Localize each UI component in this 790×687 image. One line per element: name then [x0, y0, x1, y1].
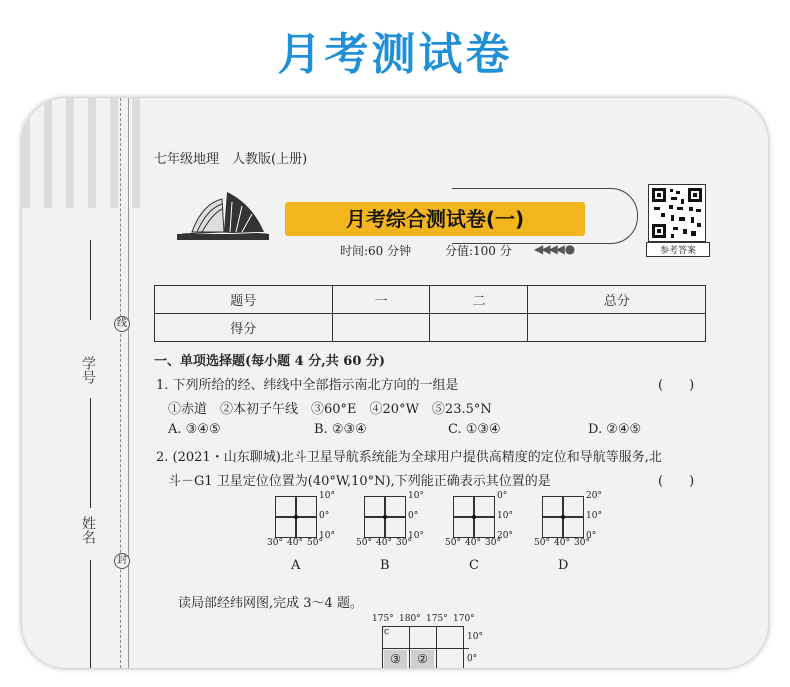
- latitude-tick: 10°: [319, 491, 335, 501]
- grid-letter[interactable]: B: [380, 558, 390, 573]
- latitude-tick: 20°: [586, 491, 602, 501]
- student-id-label: 学号: [80, 356, 96, 384]
- map-longitude-tick: 175°: [426, 614, 448, 624]
- latitude-tick: 10°: [408, 531, 424, 541]
- grid-letter[interactable]: C: [469, 558, 479, 573]
- map-corner-label: c: [384, 627, 390, 637]
- map-latitude-tick: 10°: [467, 632, 483, 642]
- seal-circle: 封: [114, 553, 130, 569]
- banner-title: 月考测试卷: [277, 29, 513, 80]
- longitude-tick: 30°: [485, 538, 501, 548]
- longitude-tick: 40°: [554, 538, 570, 548]
- grid-letter[interactable]: D: [558, 558, 569, 573]
- question-1-items: ①赤道 ②本初子午线 ③60°E ④20°W ⑤23.5°N: [168, 402, 492, 417]
- grid-cell: [275, 516, 297, 538]
- coordinate-grid: [356, 491, 444, 616]
- grid-cell: [295, 496, 317, 518]
- exam-time: 时间:60 分钟: [340, 244, 412, 258]
- longitude-tick: 50°: [356, 538, 372, 548]
- latitude-tick: 10°: [408, 491, 424, 501]
- latitude-tick: 20°: [497, 531, 513, 541]
- question-1-stem: 1. 下列所给的经、纬线中全部指示南北方向的一组是: [156, 378, 459, 393]
- table-row: [155, 314, 706, 342]
- question-2-line1: 2. (2021・山东聊城)北斗卫星导航系统能为全球用户提供高精度的定位和导航等服务,北: [156, 450, 662, 465]
- map-region-label: ②: [411, 650, 434, 668]
- location-dot: [294, 515, 298, 519]
- map-meridian: [436, 626, 437, 668]
- coordinate-grid: [445, 491, 533, 616]
- option-d[interactable]: D. ②④⑤: [588, 422, 642, 437]
- table-cell: 总分: [528, 286, 706, 314]
- map-meridian: [463, 626, 464, 668]
- latitude-tick: 0°: [408, 511, 419, 521]
- answer-bracket[interactable]: ( ): [658, 474, 695, 489]
- exam-title: 月考综合测试卷(一): [345, 207, 525, 231]
- open-book-icon: [172, 184, 272, 242]
- grid-cell: [384, 496, 406, 518]
- option-b[interactable]: B. ②③④: [314, 422, 367, 437]
- binding-line: [120, 98, 121, 668]
- score-input-cell[interactable]: [430, 314, 528, 342]
- edition-label: 七年级地理 人教版(上册): [154, 152, 308, 167]
- grid-cell: [562, 516, 584, 538]
- latitude-tick: 10°: [586, 511, 602, 521]
- table-cell: 一: [332, 286, 430, 314]
- grid-cell: [542, 516, 564, 538]
- table-cell: 得分: [155, 314, 333, 342]
- latitude-tick: 10°: [319, 531, 335, 541]
- grid-cell: [473, 516, 495, 538]
- banner: [0, 0, 790, 96]
- seal-circle: 线: [114, 316, 130, 332]
- map-meridian: [409, 626, 410, 668]
- binding-line-solid: [128, 98, 129, 668]
- section-heading: 一、单项选择题(每小题 4 分,共 60 分): [154, 354, 386, 369]
- answer-bracket[interactable]: ( ): [658, 378, 695, 393]
- grid-cell: [364, 516, 386, 538]
- map-region-label: ③: [384, 650, 407, 668]
- longitude-tick: 30°: [574, 538, 590, 548]
- latitude-tick: 0°: [497, 491, 508, 501]
- map-longitude-tick: 180°: [399, 614, 421, 624]
- location-dot: [472, 515, 476, 519]
- latitude-tick: 0°: [586, 531, 597, 541]
- latitude-tick: 10°: [497, 511, 513, 521]
- question-2-line2: 斗－G1 卫星定位位置为(40°W,10°N),下列能正确表示其位置的是: [168, 474, 551, 489]
- table-row: [155, 286, 706, 314]
- exam-meta: [340, 242, 542, 259]
- latitude-tick: 0°: [319, 511, 330, 521]
- longitude-tick: 40°: [287, 538, 303, 548]
- map-longitude-tick: 175°: [372, 614, 394, 624]
- arrows-decoration: ◀◀◀◀ ●: [534, 242, 574, 256]
- longitude-tick: 40°: [465, 538, 481, 548]
- map-longitude-tick: 170°: [453, 614, 475, 624]
- table-cell: 二: [430, 286, 528, 314]
- longitude-tick: 50°: [534, 538, 550, 548]
- map-instruction: 读局部经纬网图,完成 3～4 题。: [178, 596, 363, 611]
- option-a[interactable]: A. ③④⑤: [168, 422, 221, 437]
- map-parallel: [382, 648, 469, 649]
- map-latitude-tick: 0°: [467, 654, 478, 664]
- qr-code-label: 参考答案: [646, 242, 710, 257]
- exam-title-banner: [285, 202, 585, 236]
- longitude-tick: 30°: [396, 538, 412, 548]
- location-dot: [383, 515, 387, 519]
- score-input-cell[interactable]: [528, 314, 706, 342]
- qr-code-icon[interactable]: [648, 184, 706, 242]
- grid-cell: [473, 496, 495, 518]
- score-table: [154, 285, 706, 342]
- grid-letter[interactable]: A: [291, 558, 301, 573]
- longitude-tick: 50°: [445, 538, 461, 548]
- name-label: 姓名: [80, 516, 96, 544]
- grid-cell: [384, 516, 406, 538]
- grid-cell: [453, 516, 475, 538]
- longitude-tick: 30°: [267, 538, 283, 548]
- coordinate-grid: [534, 491, 622, 616]
- score-input-cell[interactable]: [332, 314, 430, 342]
- longitude-tick: 50°: [307, 538, 323, 548]
- exam-paper: [22, 98, 768, 668]
- longitude-tick: 40°: [376, 538, 392, 548]
- location-dot: [561, 515, 565, 519]
- option-c[interactable]: C. ①③④: [448, 422, 501, 437]
- grid-cell: [295, 516, 317, 538]
- grid-cell: [562, 496, 584, 518]
- exam-score: 分值:100 分: [444, 244, 512, 258]
- table-cell: 题号: [155, 286, 333, 314]
